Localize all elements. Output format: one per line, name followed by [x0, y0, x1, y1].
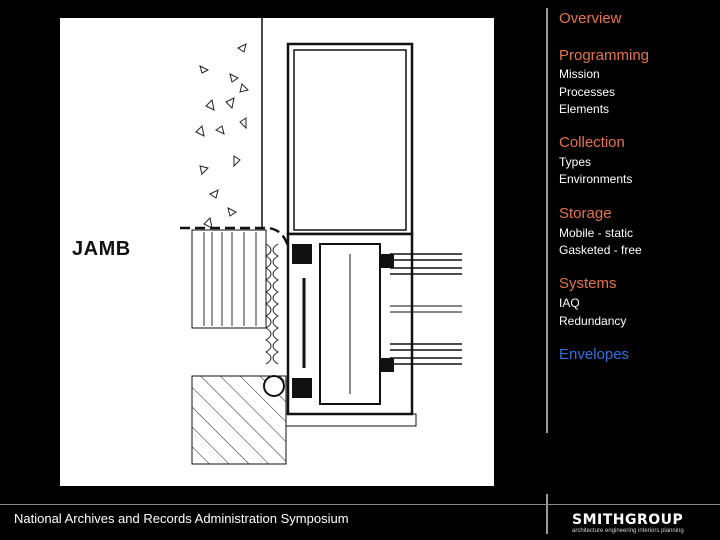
vertical-divider-top: [546, 8, 548, 433]
menu-heading-programming[interactable]: Programming: [559, 47, 650, 64]
menu-item-environments[interactable]: Environments: [559, 172, 633, 186]
menu-heading-systems[interactable]: Systems: [559, 275, 617, 292]
menu-heading-envelopes[interactable]: Envelopes: [559, 346, 630, 363]
vertical-divider-bottom: [546, 494, 548, 534]
jamb-label: JAMB: [72, 238, 131, 260]
concrete-wall: [196, 18, 262, 230]
footer-rule: [0, 504, 720, 505]
menu-item-processes[interactable]: Processes: [559, 85, 616, 99]
jamb-detail-drawing: [60, 18, 494, 486]
menu-heading-storage[interactable]: Storage: [559, 205, 612, 222]
menu-heading-overview[interactable]: Overview: [559, 10, 622, 27]
logo-wordmark: SMITHGROUP: [572, 512, 684, 528]
smithgroup-logo: [572, 512, 712, 538]
menu-item-redundancy[interactable]: Redundancy: [559, 314, 627, 328]
masonry-wall: [192, 230, 266, 328]
menu-item-gasketed-free[interactable]: Gasketed - free: [559, 243, 642, 257]
menu-item-iaq[interactable]: IAQ: [559, 296, 580, 310]
menu-item-mobile-static[interactable]: Mobile - static: [559, 226, 634, 240]
insulation: [266, 244, 278, 364]
footer-title: National Archives and Records Administration Symposium: [14, 511, 349, 526]
logo-tagline: architecture engineering interiors planning: [572, 528, 684, 534]
menu-item-mission[interactable]: Mission: [559, 67, 600, 81]
menu-item-elements[interactable]: Elements: [559, 102, 610, 116]
menu-heading-collection[interactable]: Collection: [559, 134, 625, 151]
menu-item-types[interactable]: Types: [559, 155, 592, 169]
